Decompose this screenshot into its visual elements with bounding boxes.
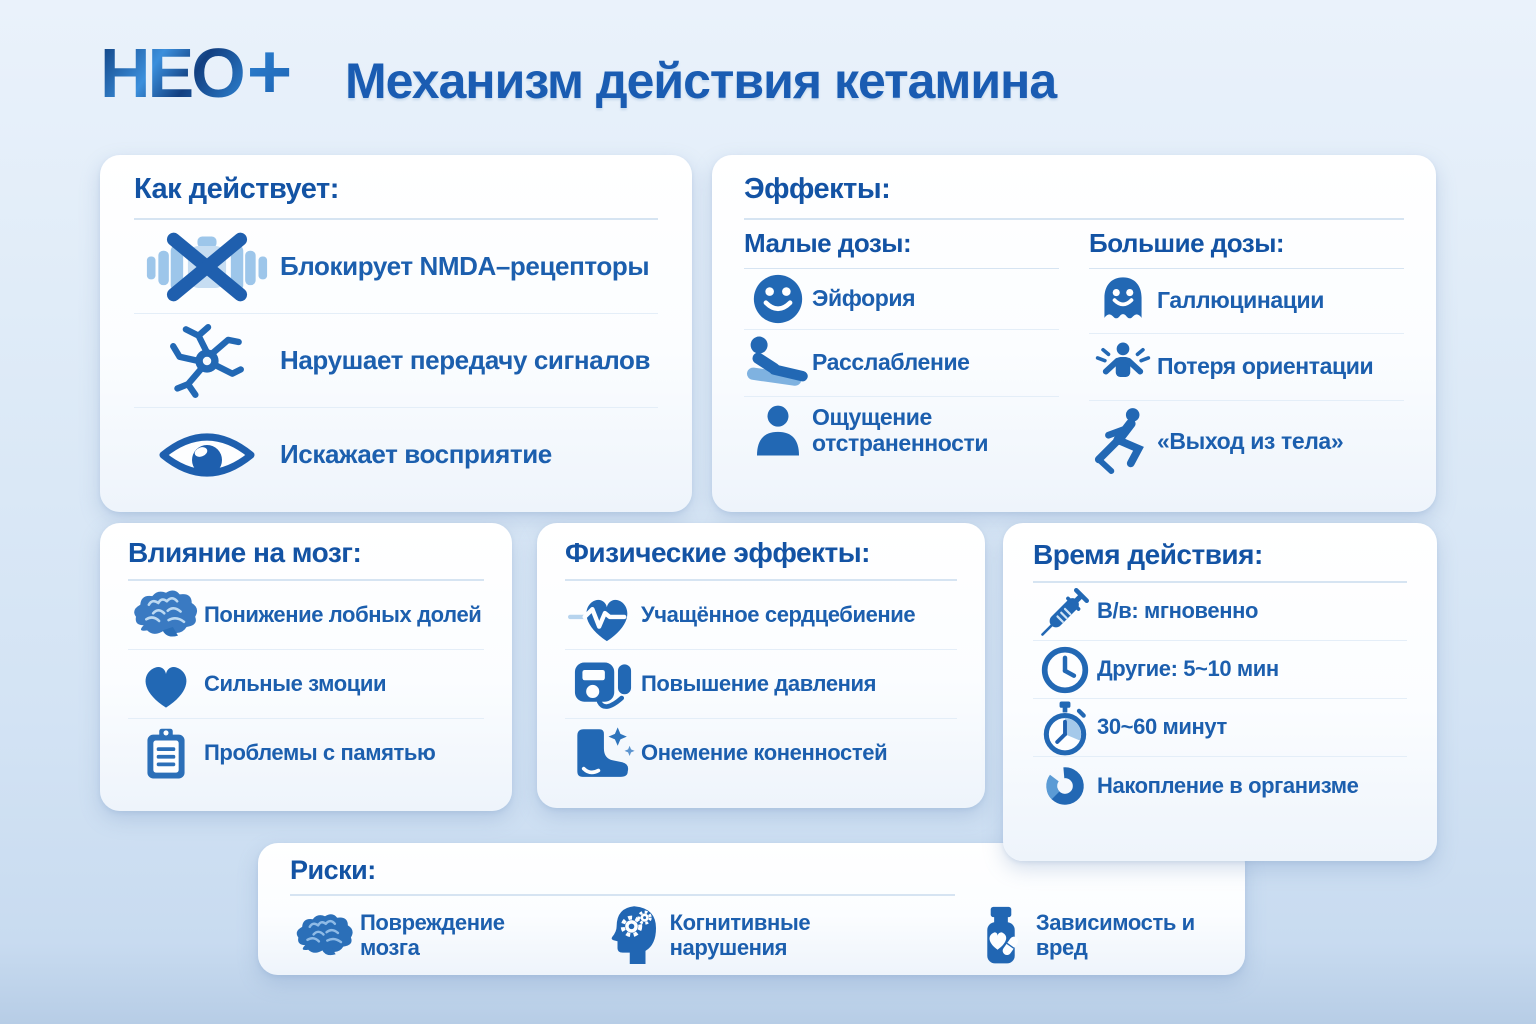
list-item bbox=[128, 719, 484, 788]
nmda-receptor-blocked-icon bbox=[134, 226, 280, 308]
list-item bbox=[1089, 401, 1404, 483]
list-item bbox=[744, 330, 1059, 397]
item-label: Расслабление bbox=[812, 349, 970, 376]
heart-icon bbox=[128, 656, 204, 712]
list-item bbox=[128, 650, 484, 719]
clipboard-icon bbox=[128, 725, 204, 783]
item-label: Ощущение отстраненности bbox=[812, 404, 989, 456]
list-item bbox=[1033, 757, 1407, 815]
card-title: Физические эффекты: bbox=[565, 537, 957, 581]
card-title: Эффекты: bbox=[744, 173, 1404, 220]
card-how-it-works bbox=[100, 155, 692, 512]
item-label: Проблемы с памятью bbox=[204, 740, 436, 766]
smiley-face-icon bbox=[744, 273, 812, 325]
eye-icon bbox=[134, 423, 280, 487]
syringe-icon bbox=[1033, 585, 1097, 639]
logo-text: НЕО bbox=[100, 34, 243, 112]
item-label: Нарушает передачу сигналов bbox=[280, 344, 651, 375]
small-doses-column bbox=[744, 228, 1059, 483]
item-label: Сильные змоции bbox=[204, 670, 387, 696]
stopwatch-icon bbox=[1033, 700, 1097, 756]
card-title: Время действия: bbox=[1033, 539, 1407, 583]
item-label: «Выход из тела» bbox=[1157, 428, 1344, 455]
card-title: Как действует: bbox=[134, 173, 658, 220]
list-item bbox=[1033, 641, 1407, 699]
ghost-icon bbox=[1089, 273, 1157, 329]
card-risks bbox=[258, 843, 1245, 975]
list-item bbox=[565, 581, 957, 650]
logo bbox=[100, 27, 293, 115]
blood-pressure-icon bbox=[565, 655, 641, 713]
item-label: Накопление в организме bbox=[1097, 772, 1359, 798]
damaged-brain-icon bbox=[290, 911, 360, 961]
card-effects bbox=[712, 155, 1436, 512]
list-item bbox=[128, 581, 484, 650]
list-item bbox=[134, 314, 658, 408]
clock-icon bbox=[1033, 644, 1097, 696]
column-subtitle: Малые дозы: bbox=[744, 228, 1059, 269]
card-title: Риски: bbox=[290, 855, 955, 896]
logo-plus-icon: + bbox=[246, 27, 293, 115]
list-item bbox=[1033, 583, 1407, 641]
item-label: Онемение коненностей bbox=[641, 740, 888, 766]
item-label: 30~60 минут bbox=[1097, 714, 1227, 740]
list-item bbox=[744, 397, 1059, 465]
pill-bottle-icon bbox=[966, 905, 1036, 967]
card-title: Влияние на мозг: bbox=[128, 537, 484, 581]
page-title: Механизм действия кетамина bbox=[345, 53, 1057, 109]
item-label: Повреждение мозга bbox=[360, 910, 505, 960]
item-label: Галлюцинации bbox=[1157, 287, 1324, 314]
list-item bbox=[1033, 699, 1407, 757]
item-label: Другие: 5~10 мин bbox=[1097, 656, 1279, 682]
item-label: Понижение лобных долей bbox=[204, 601, 482, 627]
item-label: Когнитивные нарушения bbox=[669, 910, 811, 960]
column-subtitle: Большие дозы: bbox=[1089, 228, 1404, 269]
list-item bbox=[600, 903, 888, 969]
list-item bbox=[565, 719, 957, 788]
donut-chart-icon bbox=[1033, 761, 1097, 811]
effects-columns bbox=[744, 228, 1404, 483]
item-label: В/в: мгновенно bbox=[1097, 598, 1259, 624]
list-item bbox=[744, 269, 1059, 330]
relaxing-person-icon bbox=[744, 334, 812, 392]
list-item bbox=[134, 220, 658, 314]
list-item bbox=[1089, 269, 1404, 334]
person-icon bbox=[744, 401, 812, 461]
risks-row bbox=[290, 896, 1213, 969]
neuron-icon bbox=[134, 323, 280, 399]
list-item bbox=[1089, 334, 1404, 401]
item-label: Потеря ориентации bbox=[1157, 353, 1374, 380]
item-label: Зависимость и вред bbox=[1035, 910, 1195, 960]
large-doses-column bbox=[1089, 228, 1404, 483]
item-label: Эйфория bbox=[812, 285, 916, 312]
cognitive-head-icon bbox=[600, 903, 670, 969]
item-label: Учащённое сердцебиение bbox=[641, 601, 916, 627]
item-label: Блокирует NMDA–рецепторы bbox=[280, 250, 650, 281]
item-label: Искажает восприятие bbox=[280, 439, 552, 470]
list-item bbox=[966, 905, 1213, 967]
card-duration bbox=[1003, 523, 1437, 861]
card-physical-effects bbox=[537, 523, 985, 808]
list-item bbox=[290, 911, 532, 961]
brain-icon bbox=[128, 587, 204, 643]
heart-pulse-icon bbox=[565, 587, 641, 643]
list-item bbox=[134, 408, 658, 502]
item-label: Повышение давления bbox=[641, 670, 877, 696]
numb-foot-icon bbox=[565, 725, 641, 783]
disoriented-person-icon bbox=[1089, 338, 1157, 396]
out-of-body-icon bbox=[1089, 405, 1157, 479]
list-item bbox=[565, 650, 957, 719]
card-brain-influence bbox=[100, 523, 512, 811]
